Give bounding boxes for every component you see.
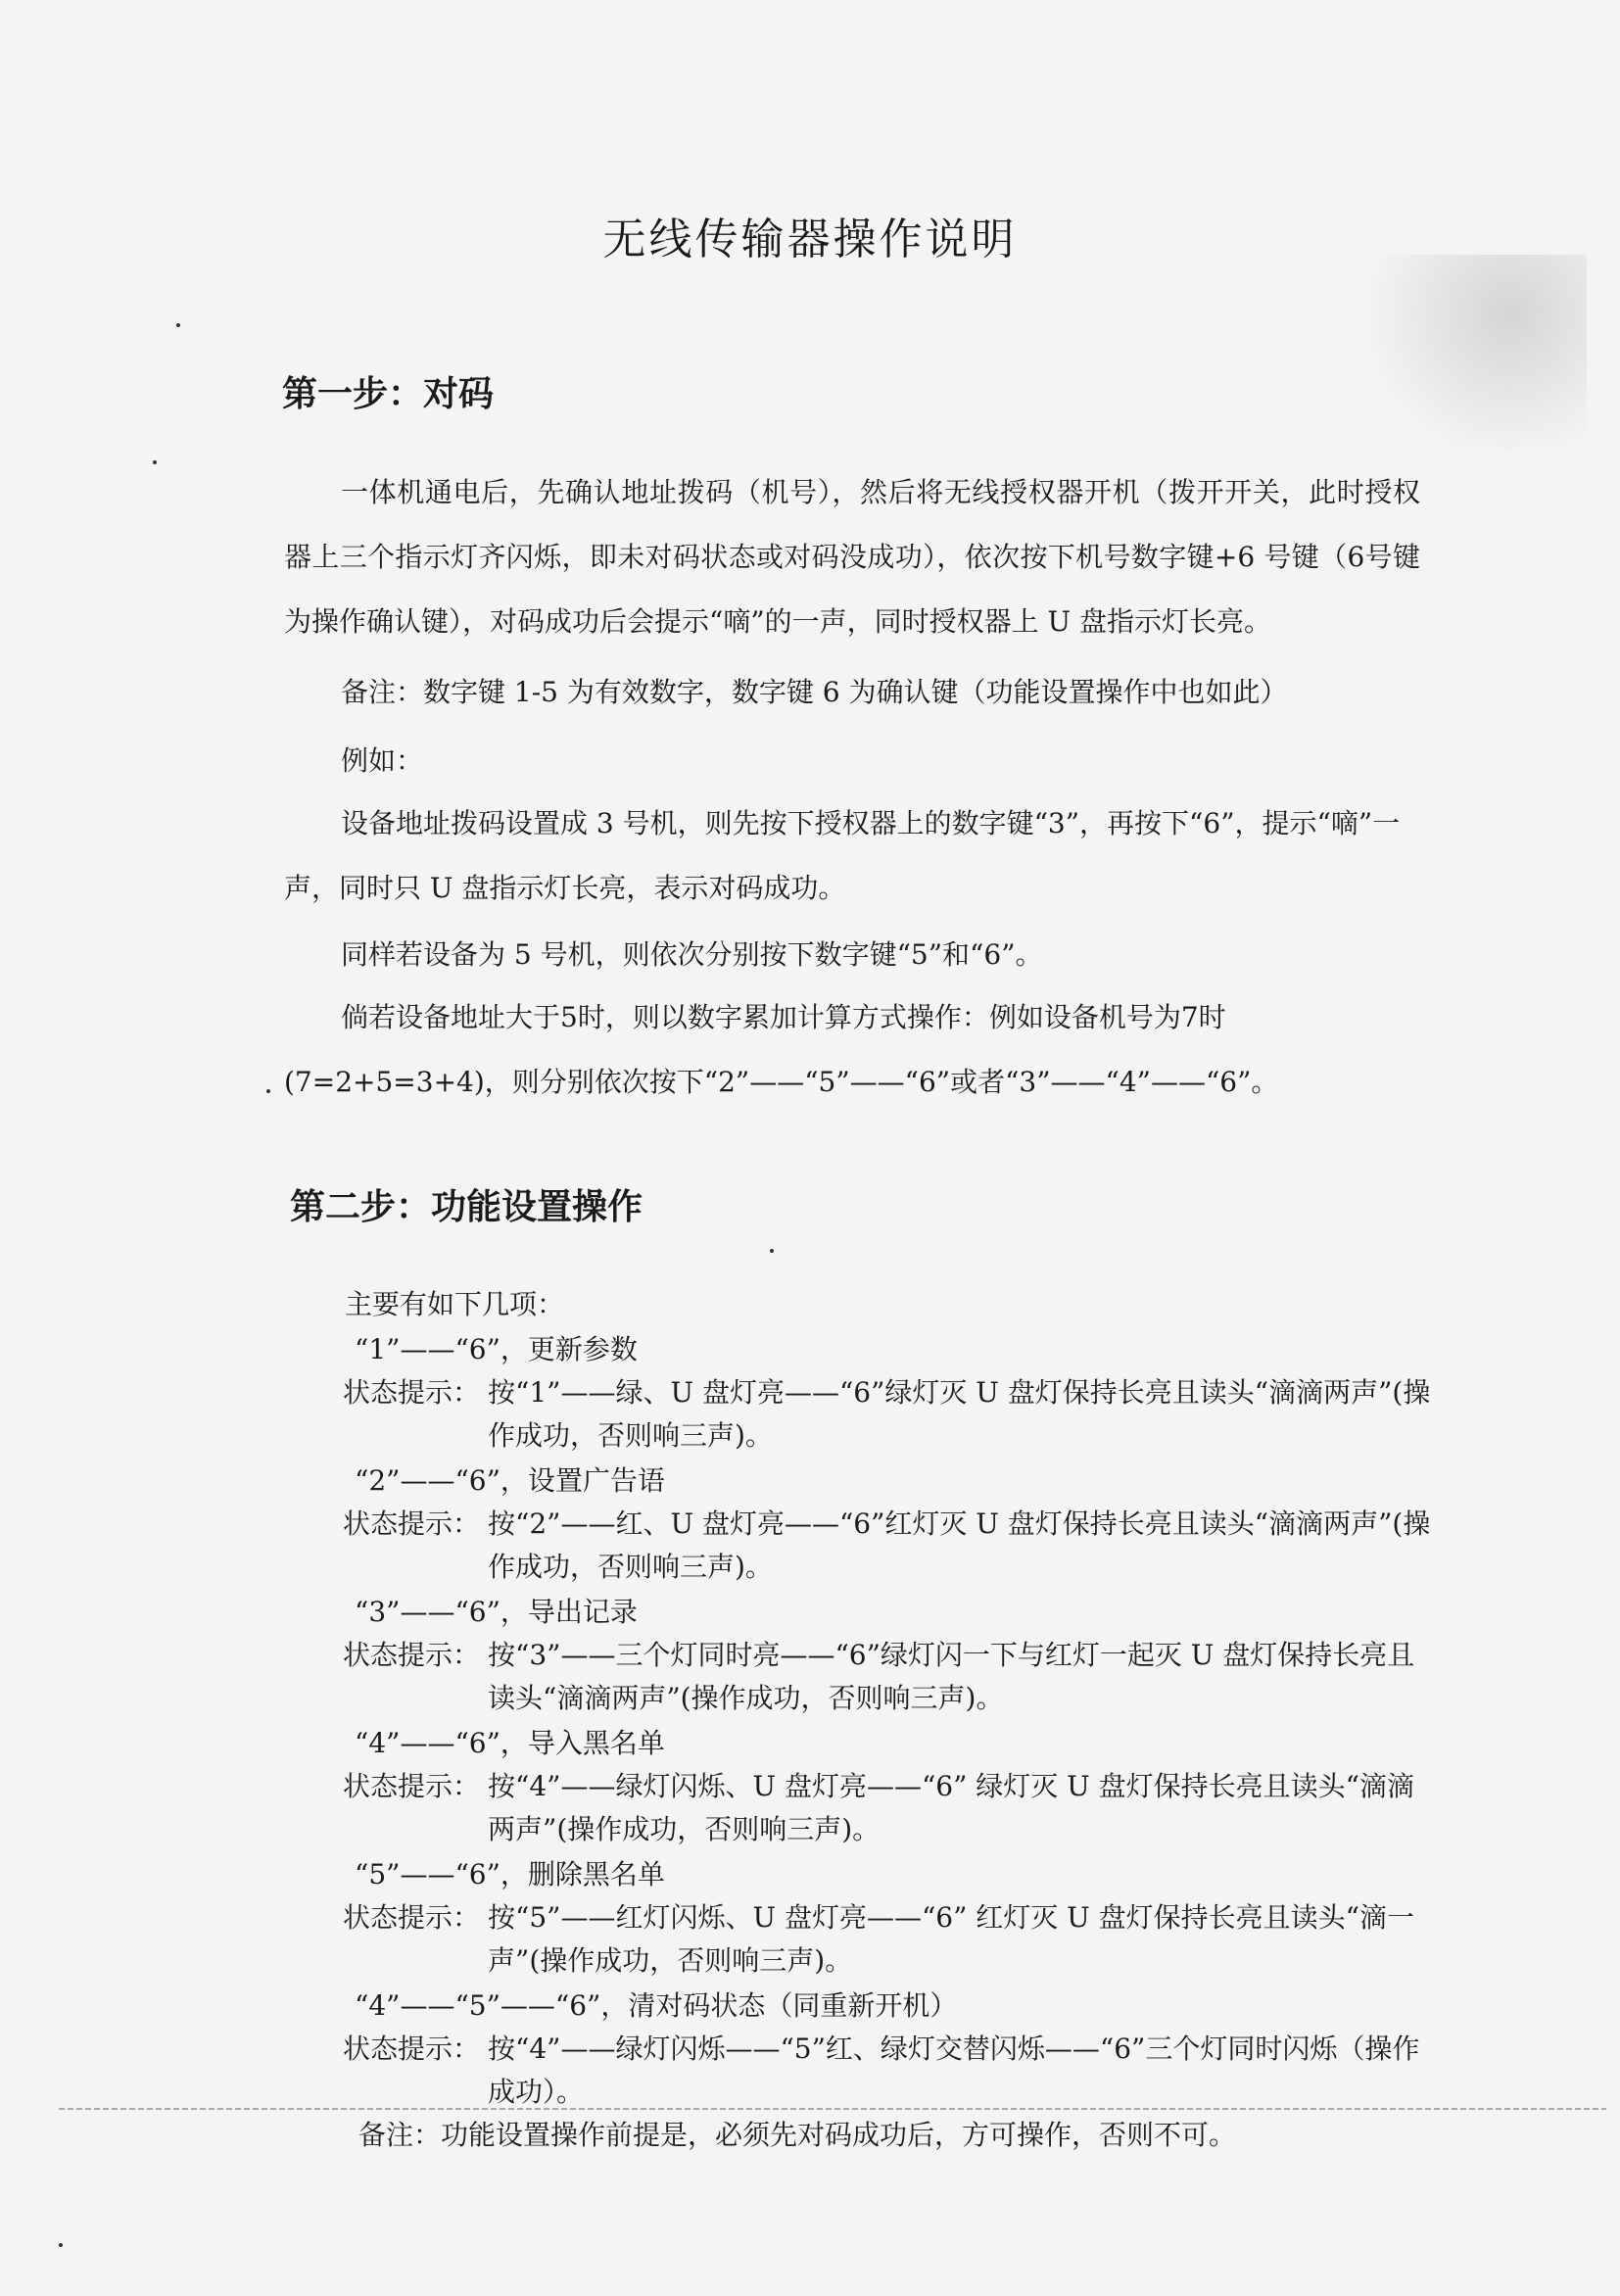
scan-speck [59, 2243, 63, 2247]
step1-example1: 设备地址拨码设置成 3 号机，则先按下授权器上的数字键“3”，再按下“6”，提示“嘀”一声，同时只 U 盘指示灯长亮，表示对码成功。 [284, 807, 1401, 904]
step1-note: 备注：数字键 1-5 为有效数字，数字键 6 为确认键（功能设置操作中也如此） [341, 676, 1288, 708]
step1-heading: 第一步：对码 [282, 374, 495, 414]
scan-speck [153, 460, 157, 464]
status-text: 按“3”——三个灯同时亮——“6”绿灯闪一下与红灯一起灭 U 盘灯保持长亮且读头“滴滴两声”(操作成功，否则响三声)。 [488, 1639, 1415, 1714]
scan-speck [266, 1089, 270, 1093]
step2-heading: 第二步：功能设置操作 [290, 1187, 643, 1227]
status-hint [343, 1371, 1440, 1458]
scan-speck [176, 323, 180, 327]
status-hint [343, 1634, 1440, 1720]
status-hint [343, 2028, 1440, 2114]
status-text: 按“4”——绿灯闪烁、U 盘灯亮——“6” 绿灯灭 U 盘灯保持长亮且读头“滴滴两声”(操作成功，否则响三声)。 [488, 1770, 1415, 1845]
status-label: 状态提示： [343, 1639, 481, 1671]
status-hint [343, 1896, 1440, 1983]
item-title: “1”——“6”，更新参数 [355, 1333, 638, 1365]
scan-speck [770, 1249, 774, 1253]
list-item [343, 1722, 1440, 1851]
list-item [343, 1328, 1440, 1458]
final-note: 备注：功能设置操作前提是，必须先对码成功后，方可操作，否则不可。 [358, 2119, 1237, 2151]
status-hint [343, 1765, 1440, 1851]
status-text: 按“1”——绿、U 盘灯亮——“6”绿灯灭 U 盘灯保持长亮且读头“滴滴两声”(操作成功，否则响三声)。 [488, 1376, 1431, 1452]
step1-example2: 同样若设备为 5 号机，则依次分别按下数字键“5”和“6”。 [341, 938, 1043, 971]
item-title: “4”——“5”——“6”，清对码状态（同重新开机） [355, 1989, 958, 2022]
status-text: 按“2”——红、U 盘灯亮——“6”红灯灭 U 盘灯保持长亮且读头“滴滴两声”(操作成功，否则响三声)。 [488, 1507, 1431, 1583]
item-title: “5”——“6”，删除黑名单 [355, 1858, 665, 1890]
list-item [343, 1591, 1440, 1720]
step1-example-label: 例如： [341, 744, 424, 777]
document-title: 无线传输器操作说明 [602, 215, 1018, 264]
item-title: “2”——“6”，设置广告语 [355, 1464, 665, 1497]
status-text: 按“5”——红灯闪烁、U 盘灯亮——“6” 红灯灭 U 盘灯保持长亮且读头“滴一声”(操作成功，否则响三声)。 [488, 1901, 1415, 1977]
item-title: “4”——“6”，导入黑名单 [355, 1727, 665, 1759]
list-item [343, 1459, 1440, 1589]
status-text: 按“4”——绿灯闪烁——“5”红、绿灯交替闪烁——“6”三个灯同时闪烁（操作成功）。 [488, 2033, 1420, 2108]
list-item [343, 1985, 1440, 2114]
status-label: 状态提示： [343, 1770, 481, 1802]
item-title: “3”——“6”，导出记录 [355, 1596, 638, 1628]
status-label: 状态提示： [343, 2033, 481, 2065]
step1-paragraph: 一体机通电后，先确认地址拨码（机号），然后将无线授权器开机（拨开开关，此时授权器上三个指示灯齐闪烁，即未对码状态或对码没成功），依次按下机号数字键+6 号键（6号键为操作确认键），对码成功后会提示“嘀”的一声，同时授权器上 U 盘指示灯长亮。 [284, 476, 1420, 638]
list-item [343, 1853, 1440, 1983]
function-list [343, 1328, 1440, 2116]
scan-artifact-line [59, 2108, 1606, 2110]
step1-example3: 倘若设备地址大于5时，则以数字累加计算方式操作：例如设备机号为7时(7=2+5=3+4)，则分别依次按下“2”——“5”——“6”或者“3”——“4”——“6”。 [284, 1001, 1279, 1098]
step2-intro: 主要有如下几项： [345, 1288, 565, 1320]
status-label: 状态提示： [343, 1376, 481, 1409]
scan-texture [1332, 255, 1587, 451]
status-label: 状态提示： [343, 1507, 481, 1540]
status-label: 状态提示： [343, 1901, 481, 1934]
status-hint [343, 1503, 1440, 1589]
